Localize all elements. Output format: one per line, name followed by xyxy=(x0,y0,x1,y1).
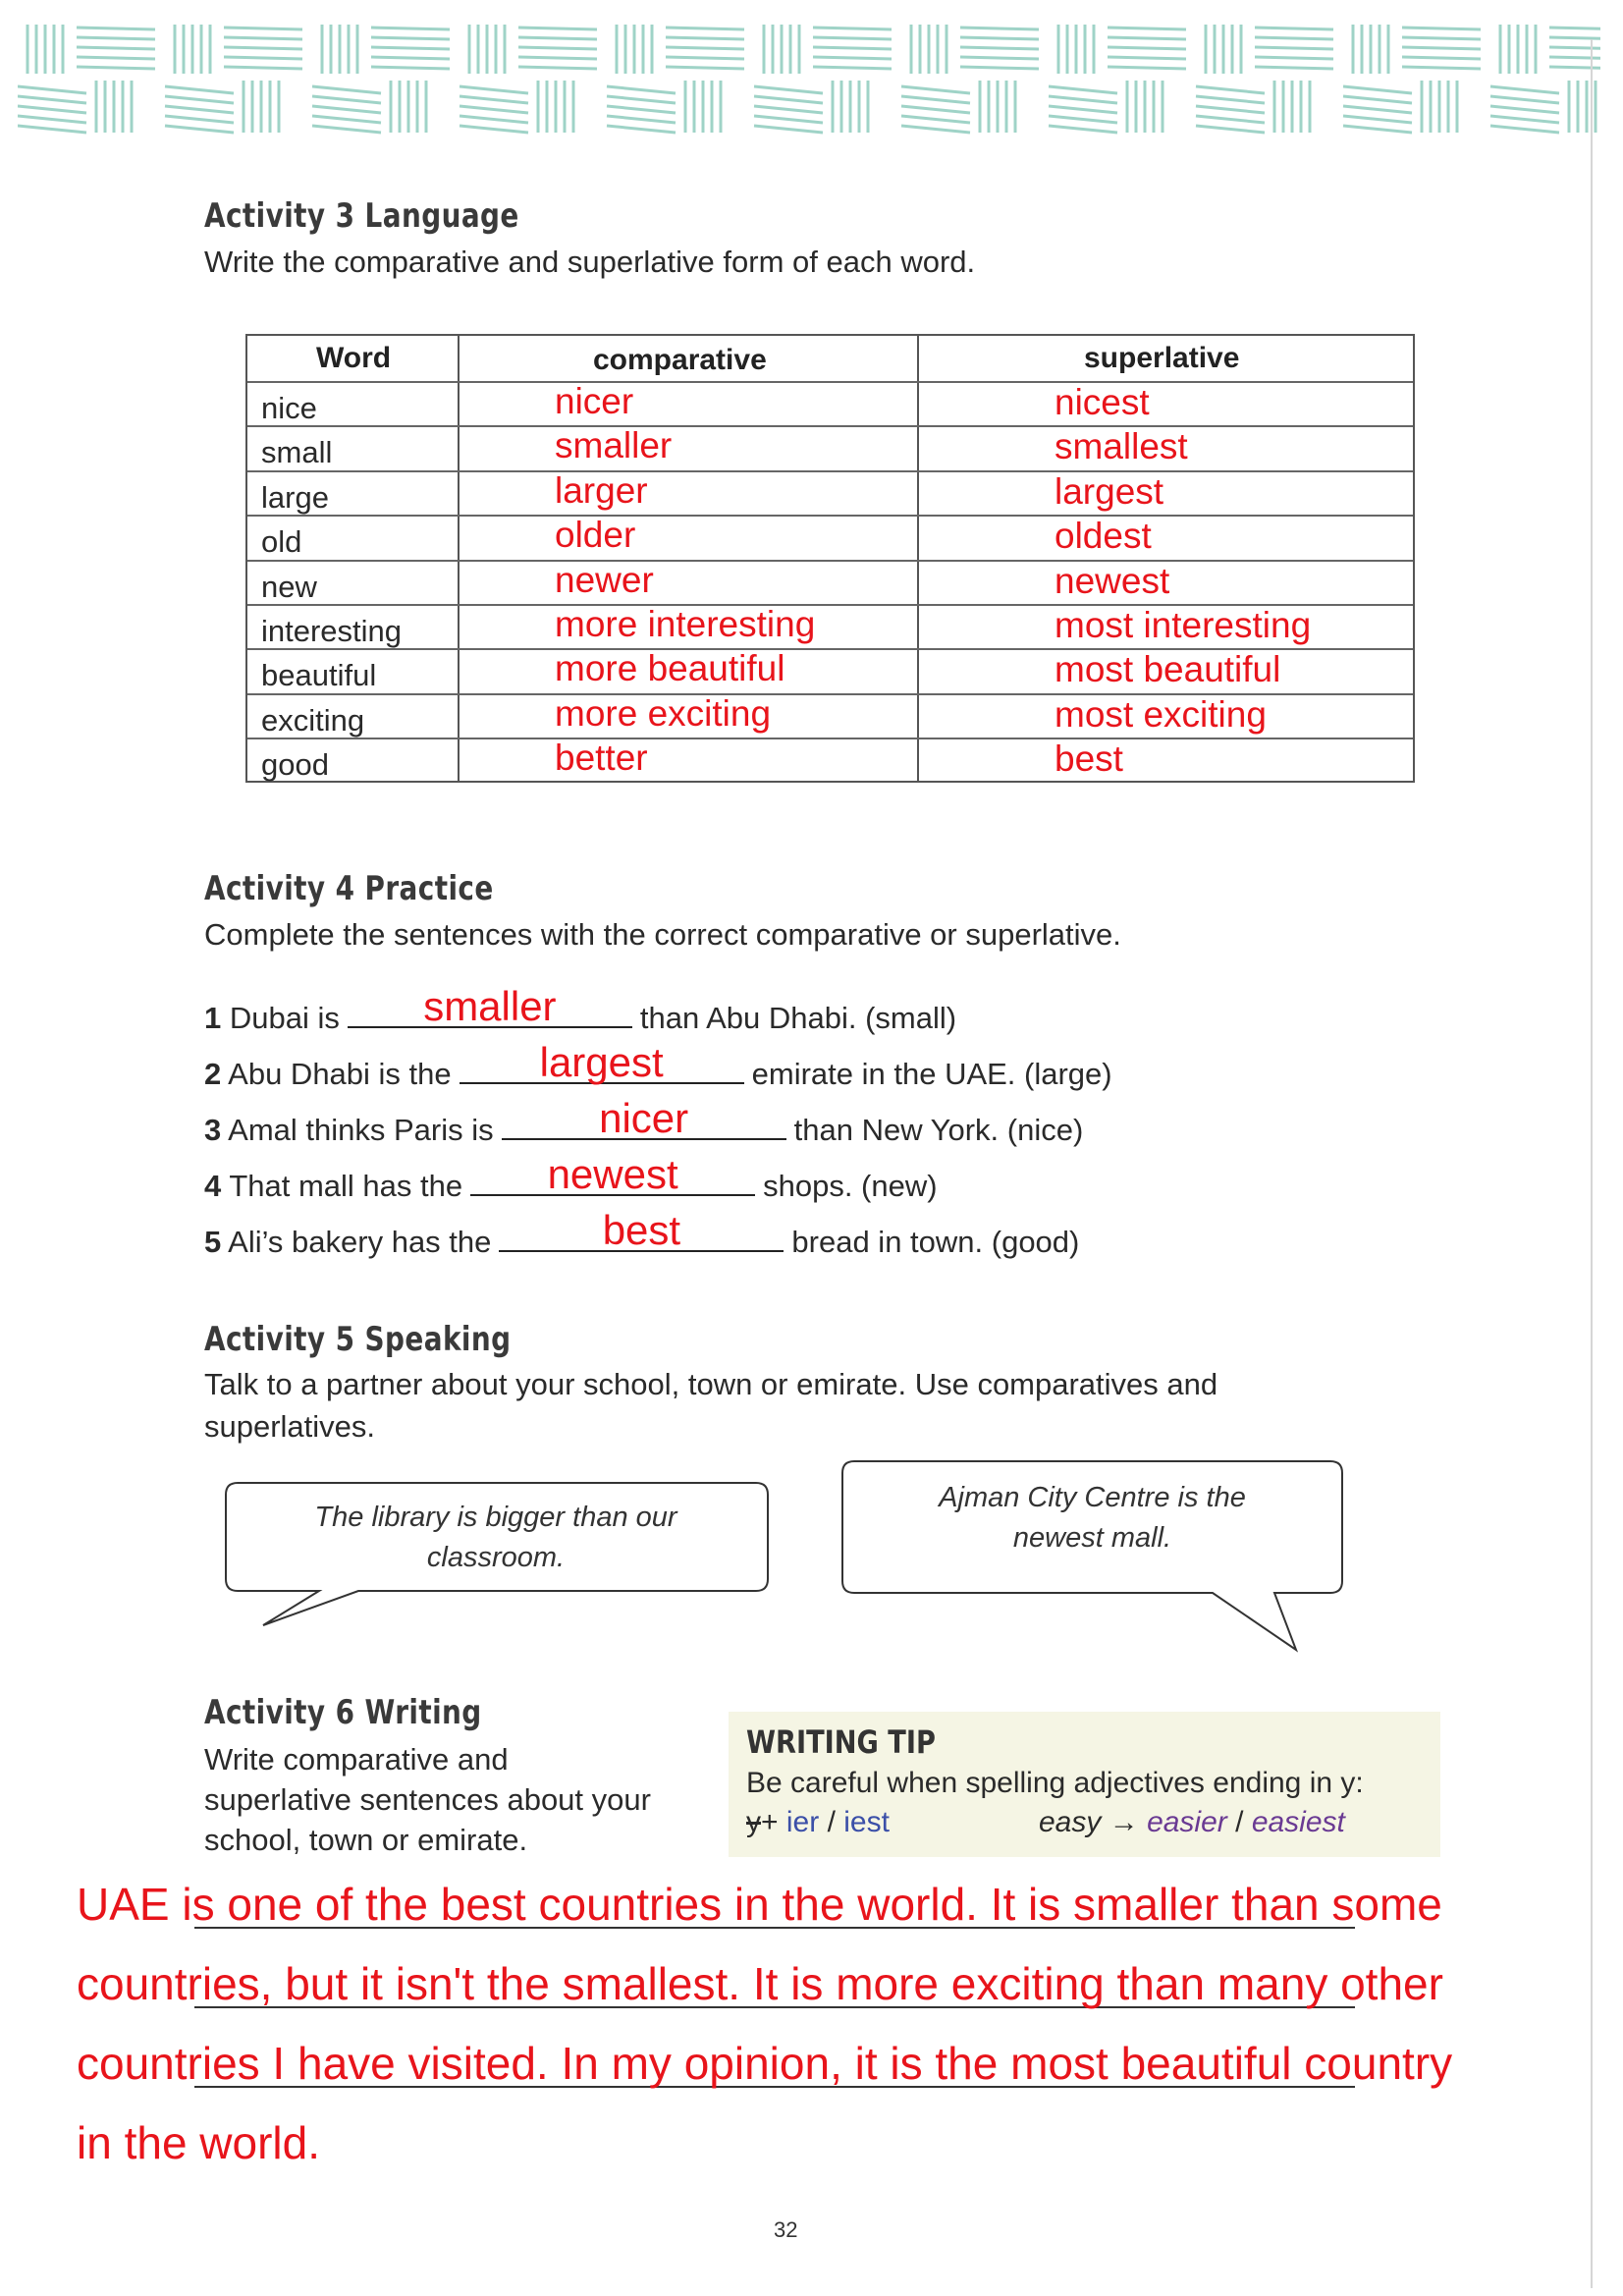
speech-bubble-right-text: Ajman City Centre is the newest mall. xyxy=(939,1482,1246,1554)
activity6-instruction-line1: Write comparative and xyxy=(204,1742,509,1777)
answer-blank[interactable]: best xyxy=(499,1219,784,1252)
table-comparative-answer[interactable]: older xyxy=(555,515,636,556)
table-word: old xyxy=(261,524,302,560)
table-comparative-answer[interactable]: more interesting xyxy=(555,604,816,644)
table-word: new xyxy=(261,569,317,604)
table-word: nice xyxy=(261,391,317,425)
essay-line: countries I have visited. In my opinion, it is the most beautiful country xyxy=(77,2038,1453,2089)
practice-sentence: 3 Amal thinks Paris is nicer than New York. (nice) xyxy=(204,1095,1084,1147)
table-comparative-answer[interactable]: more beautiful xyxy=(555,648,785,689)
activity6-instruction-line3: school, town or emirate. xyxy=(204,1823,528,1857)
answer-blank[interactable]: smaller xyxy=(348,995,632,1028)
table-superlative-answer[interactable]: oldest xyxy=(1055,516,1152,557)
table-superlative-answer[interactable]: best xyxy=(1055,738,1123,780)
writing-tip-rule: y+ ier / iest xyxy=(746,1806,890,1838)
table-comparative-answer[interactable]: newer xyxy=(555,559,654,600)
practice-sentence: 1 Dubai is smaller than Abu Dhabi. (small) xyxy=(204,983,957,1035)
practice-sentence: 4 That mall has the newest shops. (new) xyxy=(204,1151,938,1203)
answer-blank[interactable]: largest xyxy=(460,1051,744,1084)
table-comparative-answer[interactable]: larger xyxy=(555,469,648,511)
activity3-title: Activity 3 Language xyxy=(204,196,519,236)
writing-tip-example: easy → easier / easiest xyxy=(1039,1806,1345,1838)
essay-line: in the world. xyxy=(77,2117,321,2168)
speech-bubble-left-text: The library is bigger than our classroom. xyxy=(314,1502,677,1573)
activity5-instruction-line2: superlatives. xyxy=(204,1409,376,1444)
page-number: 32 xyxy=(774,2217,798,2242)
activity5-title: Activity 5 Speaking xyxy=(204,1320,512,1359)
table-superlative-answer[interactable]: most interesting xyxy=(1055,605,1312,645)
header-comparative: comparative xyxy=(593,344,767,376)
activity3-instruction: Write the comparative and superlative form of each word. xyxy=(204,245,976,279)
activity6-instruction-line2: superlative sentences about your xyxy=(204,1782,651,1817)
table-word: beautiful xyxy=(261,658,377,693)
activity4-title: Activity 4 Practice xyxy=(204,869,494,908)
table-comparative-answer[interactable]: more exciting xyxy=(555,692,772,734)
table-word: good xyxy=(261,747,329,783)
activity4-instruction: Complete the sentences with the correct comparative or superlative. xyxy=(204,917,1121,952)
activity6-title: Activity 6 Writing xyxy=(204,1693,482,1732)
table-comparative-answer[interactable]: smaller xyxy=(555,425,673,466)
activity5-instruction-line1: Talk to a partner about your school, town or emirate. Use comparatives and xyxy=(204,1367,1218,1401)
table-superlative-answer[interactable]: nicest xyxy=(1055,382,1150,422)
table-word: large xyxy=(261,479,329,515)
writing-tip-text: Be careful when spelling adjectives ending in y: xyxy=(746,1767,1364,1799)
answer-blank[interactable]: nicer xyxy=(502,1107,786,1140)
answer-blank[interactable]: newest xyxy=(470,1163,755,1196)
writing-tip-box xyxy=(729,1712,1440,1857)
practice-sentence: 5 Ali’s bakery has the best bread in town. (good) xyxy=(204,1207,1080,1259)
table-superlative-answer[interactable]: most exciting xyxy=(1055,693,1267,735)
table-superlative-answer[interactable]: most beautiful xyxy=(1055,649,1281,690)
header-word: Word xyxy=(316,342,392,374)
table-word: interesting xyxy=(261,614,403,648)
essay-line: countries, but it isn't the smallest. It is more exciting than many other xyxy=(77,1958,1443,2009)
essay-line: UAE is one of the best countries in the world. It is smaller than some xyxy=(77,1879,1442,1930)
table-superlative-answer[interactable]: largest xyxy=(1055,470,1164,512)
table-word: exciting xyxy=(261,702,365,738)
header-superlative: superlative xyxy=(1084,342,1240,374)
table-superlative-answer[interactable]: smallest xyxy=(1055,426,1188,467)
table-word: small xyxy=(261,435,333,470)
practice-sentence: 2 Abu Dhabi is the largest emirate in the UAE. (large) xyxy=(204,1039,1112,1091)
table-comparative-answer[interactable]: better xyxy=(555,738,648,779)
writing-tip-title: WRITING TIP xyxy=(746,1723,936,1761)
table-superlative-answer[interactable]: newest xyxy=(1055,560,1170,601)
table-comparative-answer[interactable]: nicer xyxy=(555,381,634,421)
